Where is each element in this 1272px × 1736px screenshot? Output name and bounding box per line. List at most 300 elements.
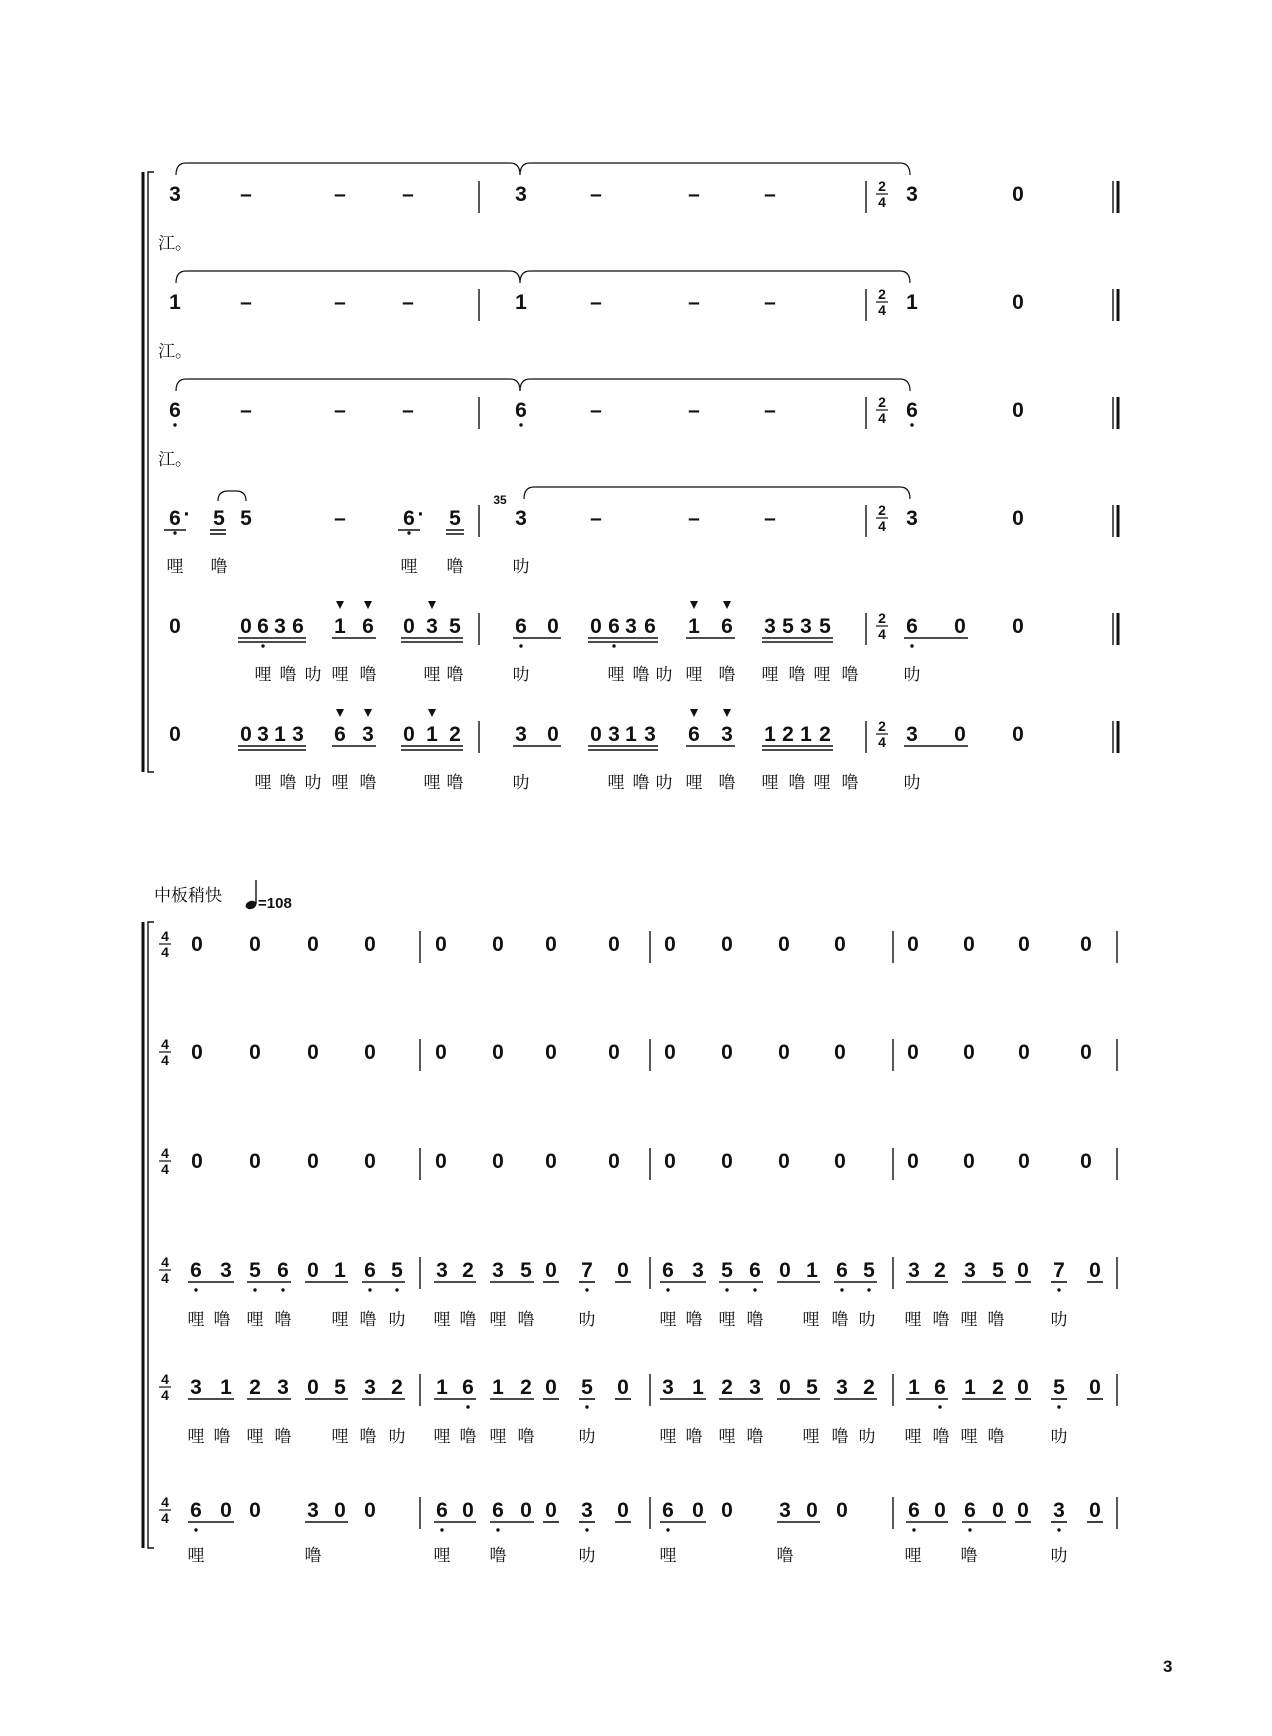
note: 0 — [307, 1376, 319, 1399]
note: 3 — [749, 1376, 761, 1399]
note: 1 — [964, 1376, 976, 1399]
octave-dot-below — [173, 423, 176, 426]
octave-dot-below — [194, 1528, 197, 1531]
augmentation-dot: · — [417, 503, 425, 526]
note: 3 — [644, 723, 656, 746]
sustain-dash: – — [688, 291, 700, 314]
rest: 0 — [364, 1499, 376, 1522]
lyric: 叻 — [655, 773, 673, 793]
rest: 0 — [778, 933, 790, 956]
lyric: 噜 — [459, 1310, 477, 1330]
lyric: 哩 — [685, 773, 703, 793]
note: 1 — [169, 291, 181, 314]
note: 6 — [608, 615, 620, 638]
note: 1 — [426, 723, 438, 746]
lyric: 噜 — [932, 1427, 950, 1447]
note: 2 — [863, 1376, 875, 1399]
rest: 0 — [1012, 399, 1024, 422]
note: 3 — [362, 723, 374, 746]
lyric: 哩 — [331, 665, 349, 685]
rest: 0 — [364, 1041, 376, 1064]
accent-mark — [364, 601, 372, 609]
lyric: 江。 — [158, 342, 192, 362]
note: 6 — [169, 507, 181, 530]
lyric: 哩 — [904, 1310, 922, 1330]
lyric: 噜 — [987, 1427, 1005, 1447]
note: 6 — [515, 615, 527, 638]
time-signature-denominator: 4 — [161, 1161, 169, 1177]
rest: 0 — [249, 1150, 261, 1173]
rest: 0 — [608, 933, 620, 956]
lyric: 噜 — [304, 1546, 322, 1566]
slur-tie — [520, 163, 910, 175]
lyric: 噜 — [776, 1546, 794, 1566]
note: 6 — [190, 1499, 202, 1522]
lyric: 哩 — [246, 1427, 264, 1447]
note: 6 — [934, 1376, 946, 1399]
rest: 0 — [1012, 507, 1024, 530]
note: 2 — [782, 723, 794, 746]
note: 0 — [403, 723, 415, 746]
sustain-dash: – — [764, 183, 776, 206]
sustain-dash: – — [764, 507, 776, 530]
time-signature-denominator: 4 — [161, 1270, 169, 1286]
lyric: 哩 — [802, 1427, 820, 1447]
time-signature-numerator: 4 — [161, 1254, 169, 1270]
tempo-marking: 中板稍快 — [154, 886, 222, 906]
note: 5 — [863, 1259, 875, 1282]
lyric: 噜 — [932, 1310, 950, 1330]
sustain-dash: – — [334, 399, 346, 422]
note: 5 — [240, 507, 252, 530]
note: 3 — [274, 615, 286, 638]
sustain-dash: – — [402, 183, 414, 206]
note: 3 — [625, 615, 637, 638]
rest: 0 — [963, 1150, 975, 1173]
lyric: 噜 — [279, 665, 297, 685]
time-signature-denominator: 4 — [878, 734, 886, 750]
note: 2 — [934, 1259, 946, 1282]
note: 3 — [764, 615, 776, 638]
lyric: 噜 — [446, 557, 464, 577]
note: 6 — [362, 615, 374, 638]
note: 3 — [608, 723, 620, 746]
octave-dot-below — [261, 644, 264, 647]
time-signature-numerator: 4 — [161, 1036, 169, 1052]
note: 1 — [908, 1376, 920, 1399]
lyric: 哩 — [433, 1546, 451, 1566]
accent-mark — [690, 601, 698, 609]
sustain-dash: – — [590, 507, 602, 530]
lyric: 叻 — [1050, 1427, 1068, 1447]
lyric: 噜 — [788, 773, 806, 793]
lyric: 哩 — [166, 557, 184, 577]
octave-dot-below — [585, 1405, 588, 1408]
octave-dot-below — [194, 1288, 197, 1291]
rest: 0 — [545, 933, 557, 956]
note: 6 — [906, 615, 918, 638]
slur-tie — [176, 271, 520, 283]
octave-dot-below — [938, 1405, 941, 1408]
rest: 0 — [545, 1041, 557, 1064]
lyric: 叻 — [512, 773, 530, 793]
time-signature-numerator: 4 — [161, 928, 169, 944]
sustain-dash: – — [688, 183, 700, 206]
note: 6 — [292, 615, 304, 638]
sustain-dash: – — [764, 399, 776, 422]
octave-dot-below — [1057, 1405, 1060, 1408]
note: 1 — [906, 291, 918, 314]
lyric: 叻 — [655, 665, 673, 685]
octave-dot-below — [395, 1288, 398, 1291]
system-bracket — [148, 172, 154, 772]
note: 6 — [462, 1376, 474, 1399]
note: 0 — [1017, 1376, 1029, 1399]
lyric: 噜 — [459, 1427, 477, 1447]
rest: 0 — [364, 933, 376, 956]
rest: 0 — [664, 933, 676, 956]
note: 6 — [364, 1259, 376, 1282]
lyric: 哩 — [960, 1310, 978, 1330]
rest: 0 — [1080, 1150, 1092, 1173]
lyric: 叻 — [304, 665, 322, 685]
time-signature-numerator: 4 — [161, 1494, 169, 1510]
rest: 0 — [1080, 1041, 1092, 1064]
lyric: 噜 — [359, 665, 377, 685]
time-signature-denominator: 4 — [878, 194, 886, 210]
lyric: 噜 — [746, 1310, 764, 1330]
note: 0 — [1017, 1259, 1029, 1282]
rest: 0 — [1080, 933, 1092, 956]
octave-dot-below — [840, 1288, 843, 1291]
note: 1 — [764, 723, 776, 746]
rest: 0 — [1018, 1041, 1030, 1064]
octave-dot-below — [585, 1528, 588, 1531]
note: 0 — [806, 1499, 818, 1522]
rest: 0 — [249, 1041, 261, 1064]
note: 0 — [334, 1499, 346, 1522]
lyric: 噜 — [489, 1546, 507, 1566]
lyric: 哩 — [904, 1546, 922, 1566]
note: 3 — [906, 723, 918, 746]
lyric: 哩 — [331, 773, 349, 793]
note: 0 — [954, 615, 966, 638]
note: 5 — [391, 1259, 403, 1282]
note: 6 — [836, 1259, 848, 1282]
lyric: 噜 — [960, 1546, 978, 1566]
lyric: 哩 — [489, 1427, 507, 1447]
lyric: 叻 — [304, 773, 322, 793]
sustain-dash: – — [590, 183, 602, 206]
note: 0 — [992, 1499, 1004, 1522]
note: 2 — [819, 723, 831, 746]
note: 3 — [220, 1259, 232, 1282]
rest: 0 — [435, 1041, 447, 1064]
lyric: 哩 — [659, 1310, 677, 1330]
octave-dot-below — [1057, 1288, 1060, 1291]
lyric: 哩 — [254, 665, 272, 685]
lyric: 哩 — [433, 1427, 451, 1447]
lyric: 叻 — [903, 665, 921, 685]
accent-mark — [336, 601, 344, 609]
note: 3 — [662, 1376, 674, 1399]
note: 1 — [492, 1376, 504, 1399]
lyric: 哩 — [187, 1310, 205, 1330]
sustain-dash: – — [590, 291, 602, 314]
lyric: 哩 — [802, 1310, 820, 1330]
note: 3 — [581, 1499, 593, 1522]
lyric: 哩 — [607, 773, 625, 793]
note: 3 — [492, 1259, 504, 1282]
note: 2 — [992, 1376, 1004, 1399]
note: 6 — [277, 1259, 289, 1282]
note: 6 — [403, 507, 415, 530]
lyric: 哩 — [423, 773, 441, 793]
lyric: 噜 — [274, 1310, 292, 1330]
rest: 0 — [492, 933, 504, 956]
note: 5 — [806, 1376, 818, 1399]
note: 3 — [292, 723, 304, 746]
note: 6 — [257, 615, 269, 638]
note: 6 — [515, 399, 527, 422]
octave-dot-below — [173, 531, 176, 534]
note: 0 — [307, 1259, 319, 1282]
page-number: 3 — [1163, 1657, 1173, 1676]
octave-dot-below — [466, 1405, 469, 1408]
note: 0 — [934, 1499, 946, 1522]
lyric: 叻 — [858, 1427, 876, 1447]
time-signature-numerator: 4 — [161, 1371, 169, 1387]
time-signature-numerator: 2 — [878, 502, 886, 518]
octave-dot-below — [440, 1528, 443, 1531]
note: 3 — [169, 183, 181, 206]
lyric: 哩 — [904, 1427, 922, 1447]
note: 3 — [721, 723, 733, 746]
note: 0 — [617, 1499, 629, 1522]
time-signature-numerator: 4 — [161, 1145, 169, 1161]
slur-tie — [524, 487, 910, 499]
note: 0 — [1017, 1499, 1029, 1522]
note: 0 — [779, 1259, 791, 1282]
note: 6 — [334, 723, 346, 746]
note: 3 — [426, 615, 438, 638]
note: 3 — [364, 1376, 376, 1399]
rest: 0 — [907, 933, 919, 956]
lyric: 噜 — [279, 773, 297, 793]
sustain-dash: – — [240, 291, 252, 314]
rest: 0 — [492, 1150, 504, 1173]
time-signature-denominator: 4 — [161, 1052, 169, 1068]
note: 6 — [492, 1499, 504, 1522]
lyric: 噜 — [841, 773, 859, 793]
grace-notes: 35 — [493, 493, 507, 507]
rest: 0 — [492, 1041, 504, 1064]
note: 3 — [307, 1499, 319, 1522]
note: 5 — [819, 615, 831, 638]
time-signature-denominator: 4 — [878, 518, 886, 534]
accent-mark — [723, 709, 731, 717]
lyric: 噜 — [788, 665, 806, 685]
note: 0 — [520, 1499, 532, 1522]
note: 3 — [906, 183, 918, 206]
lyric: 哩 — [813, 665, 831, 685]
note: 6 — [964, 1499, 976, 1522]
lyric: 噜 — [446, 665, 464, 685]
rest: 0 — [721, 1499, 733, 1522]
lyric: 噜 — [987, 1310, 1005, 1330]
accent-mark — [336, 709, 344, 717]
note: 6 — [721, 615, 733, 638]
note: 7 — [581, 1259, 593, 1282]
note: 3 — [515, 183, 527, 206]
note: 2 — [520, 1376, 532, 1399]
octave-dot-below — [968, 1528, 971, 1531]
lyric: 哩 — [423, 665, 441, 685]
lyric: 噜 — [213, 1427, 231, 1447]
rest: 0 — [545, 1150, 557, 1173]
time-signature-denominator: 4 — [161, 1387, 169, 1403]
lyric: 噜 — [718, 665, 736, 685]
lyric: 哩 — [761, 773, 779, 793]
lyric: 噜 — [210, 557, 228, 577]
rest: 0 — [963, 1041, 975, 1064]
octave-dot-below — [1057, 1528, 1060, 1531]
note: 2 — [462, 1259, 474, 1282]
note: 0 — [954, 723, 966, 746]
augmentation-dot: · — [183, 503, 191, 526]
note: 3 — [692, 1259, 704, 1282]
time-signature-numerator: 2 — [878, 178, 886, 194]
lyric: 哩 — [685, 665, 703, 685]
note: 3 — [515, 723, 527, 746]
rest: 0 — [963, 933, 975, 956]
note: 6 — [190, 1259, 202, 1282]
rest: 0 — [664, 1150, 676, 1173]
lyric: 噜 — [446, 773, 464, 793]
lyric: 叻 — [903, 773, 921, 793]
note: 1 — [436, 1376, 448, 1399]
lyric: 噜 — [632, 773, 650, 793]
note: 6 — [644, 615, 656, 638]
octave-dot-below — [666, 1528, 669, 1531]
note: 3 — [515, 507, 527, 530]
octave-dot-below — [910, 423, 913, 426]
slur-tie — [520, 271, 910, 283]
note: 6 — [906, 399, 918, 422]
lyric: 噜 — [632, 665, 650, 685]
note: 6 — [436, 1499, 448, 1522]
note: 0 — [240, 615, 252, 638]
note: 0 — [590, 615, 602, 638]
lyric: 哩 — [659, 1427, 677, 1447]
note: 3 — [190, 1376, 202, 1399]
lyric: 哩 — [187, 1546, 205, 1566]
lyric: 噜 — [517, 1427, 535, 1447]
sustain-dash: – — [590, 399, 602, 422]
note: 6 — [908, 1499, 920, 1522]
note: 5 — [992, 1259, 1004, 1282]
note: 5 — [449, 507, 461, 530]
note: 5 — [449, 615, 461, 638]
lyric: 叻 — [1050, 1546, 1068, 1566]
lyric: 哩 — [718, 1310, 736, 1330]
sustain-dash: – — [402, 291, 414, 314]
rest: 0 — [907, 1041, 919, 1064]
octave-dot-below — [519, 423, 522, 426]
lyric: 噜 — [718, 773, 736, 793]
rest: 0 — [721, 933, 733, 956]
octave-dot-below — [519, 644, 522, 647]
lyric: 江。 — [158, 234, 192, 254]
lyric: 哩 — [718, 1427, 736, 1447]
note: 1 — [800, 723, 812, 746]
note: 6 — [688, 723, 700, 746]
lyric: 噜 — [517, 1310, 535, 1330]
note: 5 — [249, 1259, 261, 1282]
note: 3 — [908, 1259, 920, 1282]
lyric: 哩 — [761, 665, 779, 685]
lyric: 噜 — [213, 1310, 231, 1330]
octave-dot-below — [281, 1288, 284, 1291]
rest: 0 — [608, 1041, 620, 1064]
lyric: 哩 — [400, 557, 418, 577]
time-signature-numerator: 2 — [878, 610, 886, 626]
octave-dot-below — [910, 644, 913, 647]
sustain-dash: – — [334, 183, 346, 206]
lyric: 哩 — [813, 773, 831, 793]
note: 3 — [800, 615, 812, 638]
octave-dot-below — [725, 1288, 728, 1291]
rest: 0 — [834, 1041, 846, 1064]
slur-tie — [218, 491, 246, 501]
time-signature-denominator: 4 — [878, 410, 886, 426]
sustain-dash: – — [240, 399, 252, 422]
note: 2 — [449, 723, 461, 746]
note: 2 — [721, 1376, 733, 1399]
note: 3 — [964, 1259, 976, 1282]
note: 0 — [617, 1259, 629, 1282]
lyric: 噜 — [359, 1427, 377, 1447]
rest: 0 — [778, 1150, 790, 1173]
octave-dot-below — [666, 1288, 669, 1291]
octave-dot-below — [912, 1528, 915, 1531]
rest: 0 — [1012, 615, 1024, 638]
rest: 0 — [721, 1150, 733, 1173]
rest: 0 — [249, 1499, 261, 1522]
octave-dot-below — [407, 531, 410, 534]
note: 0 — [617, 1376, 629, 1399]
note: 1 — [515, 291, 527, 314]
rest: 0 — [307, 1150, 319, 1173]
note: 6 — [749, 1259, 761, 1282]
note: 0 — [1089, 1376, 1101, 1399]
note: 2 — [391, 1376, 403, 1399]
note: 5 — [520, 1259, 532, 1282]
sustain-dash: – — [688, 507, 700, 530]
lyric: 叻 — [388, 1310, 406, 1330]
lyric: 叻 — [1050, 1310, 1068, 1330]
rest: 0 — [307, 933, 319, 956]
accent-mark — [723, 601, 731, 609]
note: 3 — [836, 1376, 848, 1399]
note: 6 — [662, 1259, 674, 1282]
accent-mark — [428, 601, 436, 609]
note: 0 — [547, 615, 559, 638]
note: 6 — [169, 399, 181, 422]
lyric: 叻 — [388, 1427, 406, 1447]
rest: 0 — [1018, 933, 1030, 956]
sustain-dash: – — [334, 291, 346, 314]
